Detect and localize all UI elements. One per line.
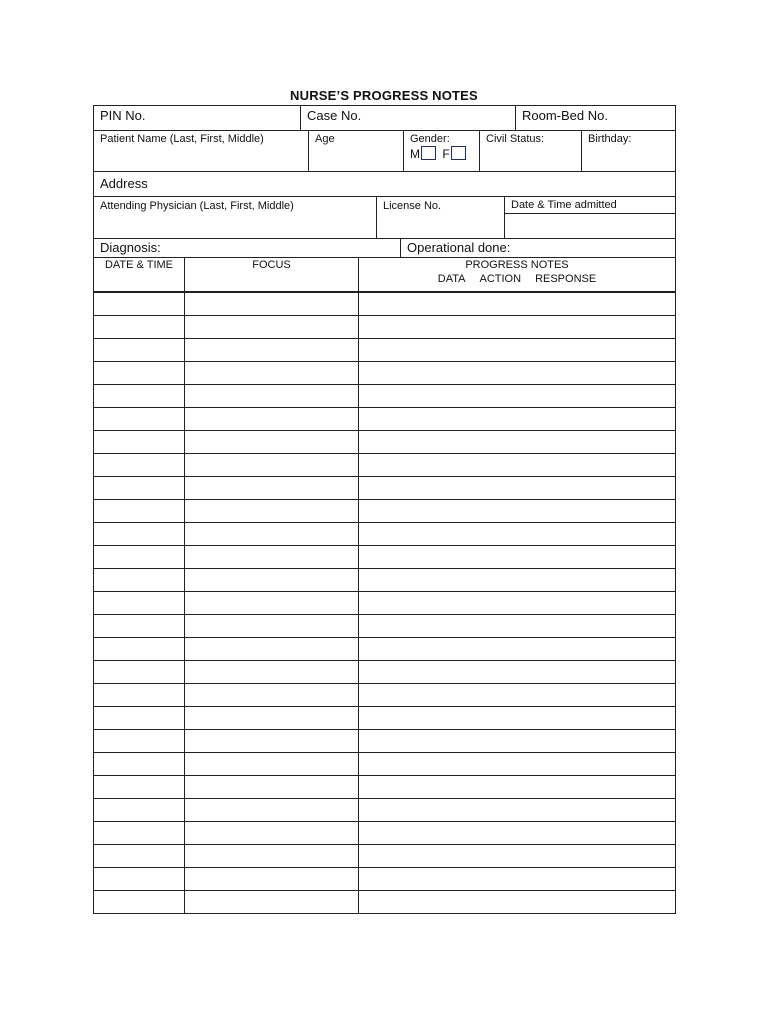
admitted-field[interactable]	[505, 197, 676, 239]
focus-cell[interactable]	[185, 776, 359, 799]
focus-cell[interactable]	[185, 293, 359, 316]
progress-notes-cell[interactable]	[359, 385, 676, 408]
gender-m-label: M	[410, 147, 420, 161]
focus-cell[interactable]	[185, 523, 359, 546]
progress-notes-cell[interactable]	[359, 822, 676, 845]
table-row	[93, 546, 676, 569]
focus-cell[interactable]	[185, 385, 359, 408]
table-row	[93, 477, 676, 500]
table-row	[93, 362, 676, 385]
date-time-cell[interactable]	[94, 730, 185, 753]
progress-notes-cell[interactable]	[359, 776, 676, 799]
case-label: Case No.	[307, 108, 362, 123]
date-time-cell[interactable]	[94, 776, 185, 799]
focus-cell[interactable]	[185, 891, 359, 914]
header-action-label: ACTION	[479, 273, 522, 285]
table-row	[93, 569, 676, 592]
admitted-label: Date & Time admitted	[505, 197, 675, 214]
row-identifiers	[93, 105, 676, 131]
progress-notes-cell[interactable]	[359, 316, 676, 339]
progress-notes-cell[interactable]	[359, 868, 676, 891]
table-row	[93, 385, 676, 408]
header-progress-notes	[359, 258, 676, 292]
pin-label: PIN No.	[100, 108, 146, 123]
progress-notes-cell[interactable]	[359, 569, 676, 592]
date-time-cell[interactable]	[94, 500, 185, 523]
header-data-label: DATA	[437, 273, 466, 285]
focus-cell[interactable]	[185, 454, 359, 477]
focus-cell[interactable]	[185, 707, 359, 730]
focus-cell[interactable]	[185, 615, 359, 638]
age-field[interactable]	[309, 131, 404, 172]
row-patient	[93, 131, 676, 172]
progress-notes-cell[interactable]	[359, 891, 676, 914]
focus-cell[interactable]	[185, 546, 359, 569]
birthday-label: Birthday:	[588, 133, 632, 145]
progress-notes-cell[interactable]	[359, 661, 676, 684]
header-date-time	[94, 258, 185, 292]
progress-notes-cell[interactable]	[359, 523, 676, 546]
focus-cell[interactable]	[185, 569, 359, 592]
focus-cell[interactable]	[185, 592, 359, 615]
room-bed-field[interactable]	[516, 106, 676, 131]
focus-cell[interactable]	[185, 799, 359, 822]
table-row	[93, 339, 676, 362]
date-time-cell[interactable]	[94, 592, 185, 615]
address-field[interactable]	[94, 172, 676, 197]
focus-cell[interactable]	[185, 868, 359, 891]
row-diagnosis	[93, 239, 676, 258]
table-row	[93, 707, 676, 730]
operation-label: Operational done:	[407, 240, 511, 255]
header-focus	[185, 258, 359, 292]
date-time-cell[interactable]	[94, 615, 185, 638]
address-label: Address	[100, 176, 148, 191]
date-time-cell[interactable]	[94, 638, 185, 661]
progress-notes-form	[93, 105, 675, 914]
patient-name-field[interactable]	[94, 131, 309, 172]
table-row	[93, 454, 676, 477]
progress-notes-cell[interactable]	[359, 431, 676, 454]
progress-notes-cell[interactable]	[359, 638, 676, 661]
date-time-cell[interactable]	[94, 477, 185, 500]
gender-label: Gender:	[410, 133, 450, 145]
table-row	[93, 730, 676, 753]
progress-notes-cell[interactable]	[359, 339, 676, 362]
progress-notes-cell[interactable]	[359, 799, 676, 822]
progress-notes-cell[interactable]	[359, 546, 676, 569]
physician-field[interactable]	[94, 197, 377, 239]
table-row	[93, 845, 676, 868]
date-time-cell[interactable]	[94, 684, 185, 707]
focus-cell[interactable]	[185, 730, 359, 753]
focus-cell[interactable]	[185, 316, 359, 339]
diagnosis-field[interactable]	[94, 239, 401, 258]
progress-notes-cell[interactable]	[359, 293, 676, 316]
date-time-cell[interactable]	[94, 569, 185, 592]
focus-cell[interactable]	[185, 500, 359, 523]
progress-notes-cell[interactable]	[359, 845, 676, 868]
table-row	[93, 661, 676, 684]
progress-notes-cell[interactable]	[359, 615, 676, 638]
header-response-label: RESPONSE	[535, 273, 597, 285]
notes-table-body	[93, 292, 675, 914]
room-bed-label: Room-Bed No.	[522, 108, 608, 123]
date-time-cell[interactable]	[94, 454, 185, 477]
table-row	[93, 776, 676, 799]
progress-notes-cell[interactable]	[359, 454, 676, 477]
patient-name-label: Patient Name (Last, First, Middle)	[100, 133, 264, 145]
table-row	[93, 408, 676, 431]
gender-field	[404, 131, 480, 172]
progress-notes-cell[interactable]	[359, 362, 676, 385]
age-label: Age	[315, 133, 335, 145]
focus-cell[interactable]	[185, 339, 359, 362]
date-time-cell[interactable]	[94, 362, 185, 385]
date-time-cell[interactable]	[94, 845, 185, 868]
row-physician	[93, 197, 676, 239]
focus-cell[interactable]	[185, 684, 359, 707]
date-time-cell[interactable]	[94, 707, 185, 730]
date-time-cell[interactable]	[94, 546, 185, 569]
civil-status-field[interactable]	[480, 131, 582, 172]
case-field[interactable]	[301, 106, 516, 131]
table-row	[93, 500, 676, 523]
license-label: License No.	[383, 200, 442, 212]
focus-cell[interactable]	[185, 638, 359, 661]
operation-field[interactable]	[401, 239, 676, 258]
date-time-cell[interactable]	[94, 293, 185, 316]
date-time-cell[interactable]	[94, 822, 185, 845]
date-time-cell[interactable]	[94, 339, 185, 362]
license-field[interactable]	[377, 197, 505, 239]
progress-notes-cell[interactable]	[359, 500, 676, 523]
focus-cell[interactable]	[185, 661, 359, 684]
table-row	[93, 753, 676, 776]
row-address	[93, 172, 676, 197]
focus-cell[interactable]	[185, 845, 359, 868]
date-time-cell[interactable]	[94, 523, 185, 546]
header-date-time-label: DATE & TIME	[104, 259, 174, 271]
progress-notes-cell[interactable]	[359, 730, 676, 753]
focus-cell[interactable]	[185, 362, 359, 385]
table-header	[93, 258, 676, 292]
table-row	[93, 684, 676, 707]
table-row	[93, 891, 676, 914]
table-row	[93, 868, 676, 891]
progress-notes-cell[interactable]	[359, 684, 676, 707]
civil-status-label: Civil Status:	[486, 133, 545, 145]
table-row	[93, 316, 676, 339]
progress-notes-cell[interactable]	[359, 592, 676, 615]
focus-cell[interactable]	[185, 431, 359, 454]
focus-cell[interactable]	[185, 822, 359, 845]
date-time-cell[interactable]	[94, 385, 185, 408]
focus-cell[interactable]	[185, 477, 359, 500]
header-focus-label: FOCUS	[252, 259, 291, 271]
progress-notes-cell[interactable]	[359, 707, 676, 730]
header-progress-notes-label: PROGRESS NOTES	[465, 259, 569, 271]
table-row	[93, 523, 676, 546]
table-row	[93, 822, 676, 845]
date-time-cell[interactable]	[94, 868, 185, 891]
date-time-cell[interactable]	[94, 661, 185, 684]
date-time-cell[interactable]	[94, 408, 185, 431]
focus-cell[interactable]	[185, 753, 359, 776]
physician-label: Attending Physician (Last, First, Middle)	[100, 200, 294, 212]
table-row	[93, 799, 676, 822]
progress-notes-cell[interactable]	[359, 753, 676, 776]
table-row	[93, 592, 676, 615]
table-row	[93, 615, 676, 638]
diagnosis-label: Diagnosis:	[100, 240, 161, 255]
date-time-cell[interactable]	[94, 316, 185, 339]
table-row	[93, 638, 676, 661]
date-time-cell[interactable]	[94, 753, 185, 776]
pin-field[interactable]	[94, 106, 301, 131]
date-time-cell[interactable]	[94, 431, 185, 454]
progress-notes-cell[interactable]	[359, 477, 676, 500]
date-time-cell[interactable]	[94, 799, 185, 822]
birthday-field[interactable]	[582, 131, 676, 172]
gender-f-checkbox[interactable]	[451, 146, 466, 160]
gender-m-checkbox[interactable]	[421, 146, 436, 160]
focus-cell[interactable]	[185, 408, 359, 431]
form-title: NURSE’S PROGRESS NOTES	[290, 88, 478, 103]
table-row	[93, 292, 676, 316]
progress-notes-cell[interactable]	[359, 408, 676, 431]
date-time-cell[interactable]	[94, 891, 185, 914]
table-row	[93, 431, 676, 454]
gender-f-label: F	[442, 147, 450, 161]
